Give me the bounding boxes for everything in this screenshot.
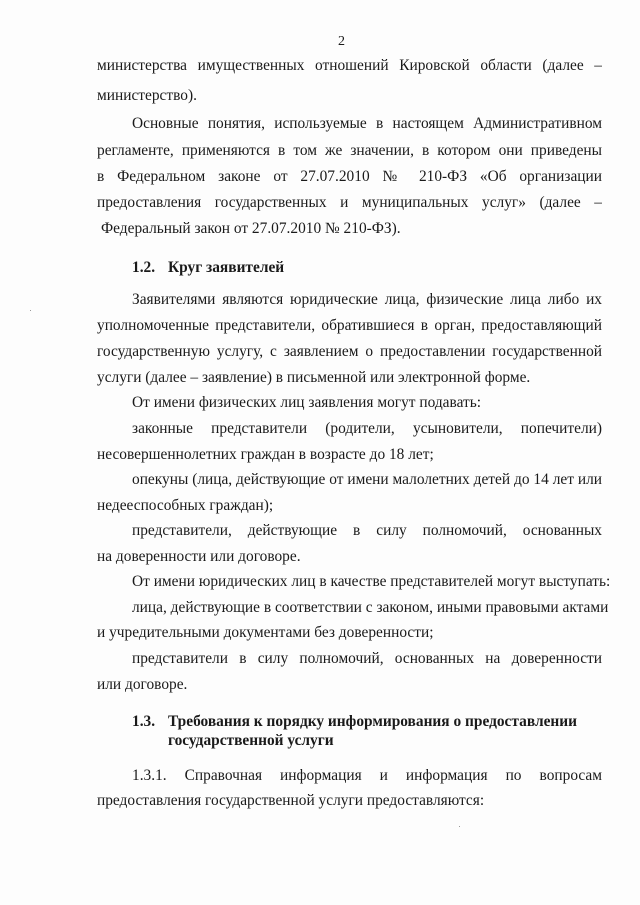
paragraph-line: в Федеральном законе от 27.07.2010 № 210-ФЗ «Об организации [97,168,602,185]
paragraph-line: недееспособных граждан); [97,497,274,514]
paragraph-line: представители в силу полномочий, основанных на доверенности [132,650,602,667]
paragraph-line: лица, действующие в соответствии с законом, иными правовыми актами [132,599,609,616]
paragraph-line: уполномоченные представители, обратившиеся в орган, предоставляющий [97,317,602,334]
scan-speck [459,826,460,827]
section-number: 1.3. [132,713,156,730]
paragraph-line: услуги (далее – заявление) в письменной или электронной форме. [97,369,531,386]
paragraph-line: и учредительными документами без доверенности; [97,624,434,641]
paragraph-line: министерства имущественных отношений Кировской области (далее – [97,57,602,74]
paragraph-line: Основные понятия, используемые в настоящем Административном [132,115,602,132]
paragraph-line: предоставления государственной услуги предоставляются: [97,792,485,809]
paragraph-line: Заявителями являются юридические лица, физические лица либо их [132,291,602,308]
paragraph-line: регламенте, применяются в том же значении, в котором они приведены [97,142,602,159]
paragraph-line: представители, действующие в силу полномочий, основанных [132,522,602,539]
paragraph-line: несовершеннолетних граждан в возрасте до 18 лет; [97,446,434,463]
section-heading-1-3 [132,712,577,732]
paragraph-line: на доверенности или договоре. [97,548,301,565]
paragraph-line: министерство). [97,87,197,104]
paragraph-line: Федеральный закон от 27.07.2010 № 210-ФЗ). [101,220,401,237]
paragraph-line: или договоре. [97,676,188,693]
paragraph-line: От имени физических лиц заявления могут подавать: [132,394,482,411]
section-number: 1.2. [132,259,156,276]
paragraph-line: законные представители (родители, усыновители, попечители) [132,420,602,437]
scan-speck [30,310,31,311]
paragraph-line: опекуны (лица, действующие от имени малолетних детей до 14 лет или [132,471,602,488]
section-title: Круг заявителей [168,259,285,276]
section-title-line-2: государственной услуги [168,732,334,749]
section-title-line-1: Требования к порядку информирования о предоставлении [168,713,578,730]
paragraph-line: 1.3.1. Справочная информация и информация по вопросам [132,767,602,784]
paragraph-line: От имени юридических лиц в качестве представителей могут выступать: [132,573,611,590]
paragraph-line: государственную услугу, с заявлением о предоставлении государственной [97,343,602,360]
section-heading-1-2 [132,258,284,278]
page-number: 2 [338,34,345,49]
paragraph-line: предоставления государственных и муниципальных услуг» (далее – [97,194,602,211]
